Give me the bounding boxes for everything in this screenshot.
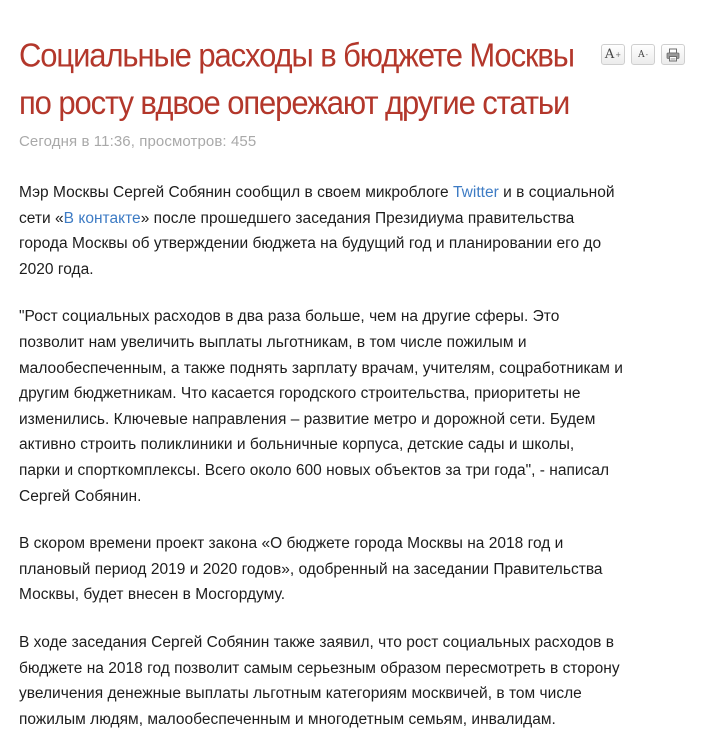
article-paragraph: [19, 304, 719, 509]
paragraph-line: активно строить поликлиники и больничные корпуса, детские сады и школы,: [19, 436, 575, 454]
print-button[interactable]: [661, 44, 685, 65]
article-paragraph: [19, 630, 719, 732]
paragraph-line: бюджете на 2018 год позволит самым серьезным образом пересмотреть в сторону: [19, 659, 620, 677]
plus-sign: +: [615, 50, 622, 59]
paragraph-line: парки и спорткомплексы. Всего около 600 новых объектов за три года", - написал: [19, 461, 610, 479]
paragraph-line: В ходе заседания Сергей Собянин также заявил, что рост социальных расходов в: [19, 633, 614, 651]
paragraph-line: В скором времени проект закона «О бюджете города Москвы на 2018 год и: [19, 535, 564, 553]
title-line: Социальные расходы в бюджете Москвы: [19, 36, 574, 75]
paragraph-line: изменились. Ключевые направления – развитие метро и дорожной сети. Будем: [19, 410, 596, 428]
paragraph-line: "Рост социальных расходов в два раза больше, чем на другие сферы. Это: [19, 308, 560, 326]
font-decrease-button[interactable]: [631, 44, 655, 65]
article-paragraph: [19, 531, 719, 608]
paragraph-line: другим бюджетникам. Что касается городского строительства, приоритеты не: [19, 385, 581, 403]
font-increase-icon: A: [604, 47, 615, 62]
minus-sign: -: [645, 50, 648, 59]
article-meta: Сегодня в 11:36, просмотров: 455: [19, 133, 257, 150]
article-body: [19, 180, 719, 754]
paragraph-line: Мэр Москвы Сергей Собянин сообщил в своем микроблоге Twitter и в социальной: [19, 184, 615, 201]
paragraph-line: плановый период 2019 и 2020 годов», одобренный на заседании Правительства: [19, 560, 603, 578]
article-tools: [601, 44, 685, 65]
paragraph-line: сети «В контакте» после прошедшего заседания Президиума правительства: [19, 209, 575, 227]
article-title: [19, 32, 589, 127]
paragraph-line: малообеспеченным, а также поднять зарплату врачам, учителям, соцработникам и: [19, 359, 623, 377]
paragraph-line: Сергей Собянин.: [19, 487, 142, 505]
inline-link[interactable]: В контакте: [63, 209, 141, 227]
paragraph-line: Москвы, будет внесен в Мосгордуму.: [19, 586, 286, 604]
paragraph-line: пожилым людям, малообеспеченным и многодетным семьям, инвалидам.: [19, 710, 556, 728]
paragraph-line: 2020 года.: [19, 260, 94, 278]
print-icon: [666, 48, 680, 62]
paragraph-line: позволит нам увеличить выплаты льготникам, в том числе пожилым и: [19, 333, 527, 351]
inline-link[interactable]: Twitter: [453, 184, 499, 201]
article-paragraph: [19, 180, 719, 282]
paragraph-line: увеличения денежные выплаты льготным категориям москвичей, в том числе: [19, 685, 582, 703]
title-line: по росту вдвое опережают другие статьи: [19, 83, 570, 122]
paragraph-line: города Москвы об утверждении бюджета на будущий год и планировании его до: [19, 235, 602, 253]
font-increase-button[interactable]: [601, 44, 625, 65]
font-decrease-icon: A: [638, 49, 645, 60]
